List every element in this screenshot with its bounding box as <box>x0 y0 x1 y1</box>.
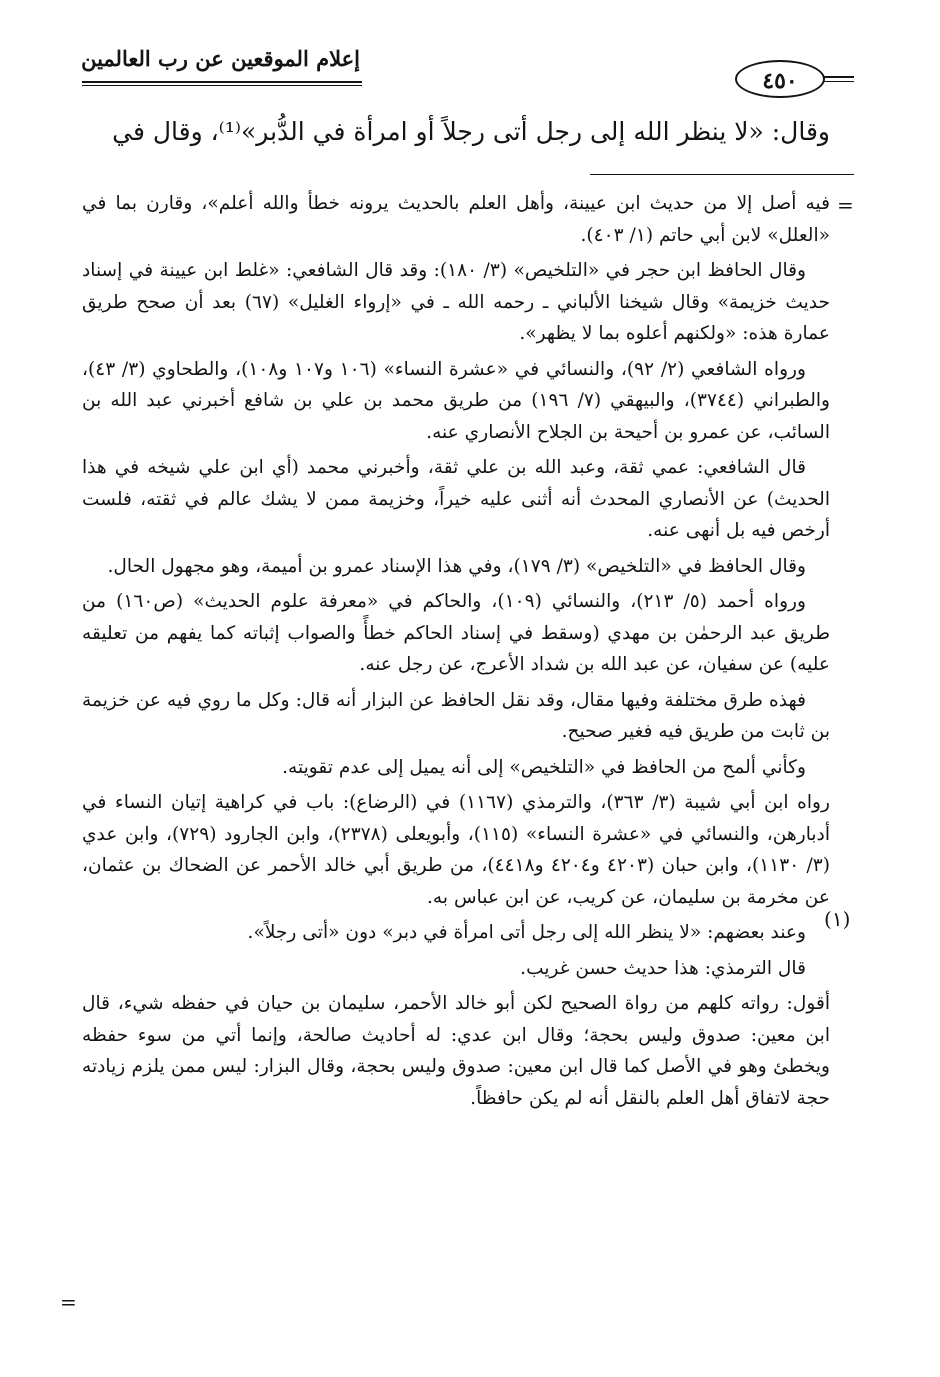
footnote-paragraph: ورواه أحمد (٥/ ٢١٣)، والنسائي (١٠٩)، والحاكم في «معرفة علوم الحديث» (ص١٦٠) من طريق عبد الرحمٰن بن مهدي (وسقط في إسناد الحاكم خطأً والصواب إثباته كما يفهم من تعليقه عليه) عن سفيان، عن عبد الله بن شداد الأعرج، عن رجل عنه. <box>82 591 830 675</box>
footnote-paragraph: فيه أصل إلا من حديث ابن عيينة، وأهل العلم بالحديث يرونه خطأ والله أعلم»، وقارن بما في «العلل» لابن أبي حاتم (١/ ٤٠٣). <box>82 193 830 246</box>
footnote-paragraph: وقال الحافظ ابن حجر في «التلخيص» (٣/ ١٨٠): وقد قال الشافعي: «غلط ابن عيينة في إسناد حديث خزيمة» وقال شيخنا الألباني ـ رحمه الله ـ في «إرواء الغليل» (٦٧) بعد أن صحح طريق عمارة هذه: «ولكنهم أعلوه بما لا يظهر». <box>82 260 831 344</box>
main-text: وقال: «لا ينظر الله إلى رجل أتى رجلاً أو امرأة في الدُّبر»⁽¹⁾، وقال في <box>112 117 830 146</box>
header-rule-thin <box>82 85 362 86</box>
running-header-title: إعلام الموقعين عن رب العالمين <box>81 46 360 71</box>
footnote-paragraph: وقال الحافظ في «التلخيص» (٣/ ١٧٩)، وفي هذا الإسناد عمرو بن أميمة، وهو مجهول الحال. <box>107 555 806 577</box>
continuation-marker-bottom: = <box>60 1290 77 1314</box>
footnote-paragraph: ورواه الشافعي (٢/ ٩٢)، والنسائي في «عشرة النساء» (١٠٦ و١٠٧ و١٠٨)، والطحاوي (٣/ ٤٣)، والطبراني (٣٧٤٤)، والبيهقي (٧/ ١٩٦) من طريق محمد بن علي بن شافع أخبرني عبد الله بن السائب، عن عمرو بن أحيحة بن الجلاح الأنصاري عنه. <box>82 358 830 443</box>
footnote-paragraph: أقول: رواته كلهم من رواة الصحيح لكن أبو خالد الأحمر، سليمان بن حيان في حفظه شيء، قال ابن معين: صدوق وليس بحجة؛ وقال ابن عدي: له أحاديث صالحة، وإنما أتي من سوء حفظه ويخطئ وهو في الأصل كما قال ابن معين: صدوق وليس بحجة، وقال البزار: ليس ممن يلزم زيادته حجة لاتفاق أهل العلم بالنقل أنه لم يكن حافظاً. <box>82 993 830 1109</box>
footnote-paragraph: وعند بعضهم: «لا ينظر الله إلى رجل أتى امرأة في دبر» دون «أتى رجلاً». <box>247 922 806 943</box>
header-rule <box>82 81 362 83</box>
footnote-paragraph: فهذه طرق مختلفة وفيها مقال، وقد نقل الحافظ عن البزار أنه قال: وكل ما روي فيه عن خزيمة بن ثابت من طريق فيه فغير صحيح. <box>82 689 830 742</box>
header-rule-right-thin <box>824 81 854 82</box>
footnote-number: (١) <box>824 907 851 931</box>
header-rule-right <box>824 76 854 78</box>
footnote-paragraph: وكأني ألمح من الحافظ في «التلخيص» إلى أنه يميل إلى عدم تقويته. <box>282 756 806 778</box>
footnote-paragraph: رواه ابن أبي شيبة (٣/ ٣٦٣)، والترمذي (١١٦٧) في (الرضاع): باب في كراهية إتيان النساء في أدبارهن، والنسائي في «عشرة النساء» (١١٥)، وأبويعلى (٢٣٧٨)، وابن الجارود (٧٢٩)، وابن عدي (٣/ ١١٣٠)، وابن حبان (٤٢٠٣ و٤٢٠٤ و٤٤١٨)، من طريق أبي خالد الأحمر عن الضحاك بن عثمان، عن مخرمة بن سليمان، عن كريب، عن ابن عباس به. <box>82 792 831 908</box>
footnote-paragraph: قال الترمذي: هذا حديث حسن غريب. <box>520 957 806 979</box>
footnote-paragraph: قال الشافعي: عمي ثقة، وعبد الله بن علي ثقة، وأخبرني محمد (أي ابن علي شيخه في هذا الحديث) عن الأنصاري المحدث أنه أثنى عليه خيراً، وخزيمة ممن لا يشك عالم في ثقته، فلست أرخص فيه بل أنهى عنه. <box>82 457 830 541</box>
footnote-separator <box>590 174 854 175</box>
footnotes <box>82 188 830 1118</box>
continuation-marker-top: = <box>837 193 854 217</box>
page-number-badge: ٤٥٠ <box>735 60 825 98</box>
